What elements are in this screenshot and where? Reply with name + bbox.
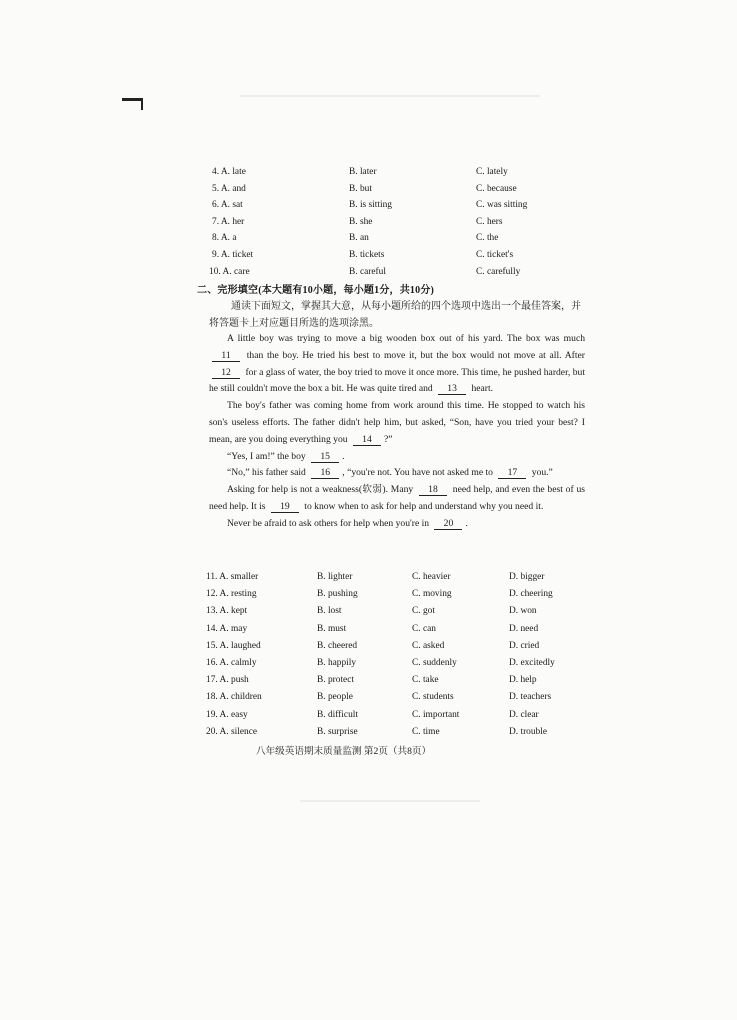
blank-12: 12	[212, 367, 240, 379]
option-row	[200, 214, 600, 231]
option-b: B. protect	[317, 675, 354, 686]
option-a: A. her	[220, 216, 245, 227]
blank-20: 20	[434, 518, 462, 530]
corner-crop-mark	[122, 98, 142, 110]
blank-15: 15	[311, 451, 339, 463]
blank-13: 13	[438, 383, 466, 395]
question-number: 12.	[206, 589, 218, 600]
question-number: 9.	[212, 249, 220, 260]
option-row	[200, 230, 600, 247]
option-row	[200, 197, 600, 214]
option-c: C. take	[412, 675, 439, 686]
option-d: D. teachers	[509, 692, 552, 703]
page-footer: 八年级英语期末质量监测 第2页（共8页）	[256, 746, 432, 757]
option-row	[200, 569, 600, 586]
blank-11: 11	[212, 350, 240, 362]
option-c: C. carefully	[476, 266, 521, 277]
question-number: 5.	[212, 183, 220, 194]
option-b: B. difficult	[317, 709, 358, 720]
option-a: A. easy	[219, 709, 248, 720]
option-row	[200, 603, 600, 620]
blank-16: 16	[311, 467, 339, 479]
option-c: C. students	[412, 692, 454, 703]
option-d: D. won	[509, 606, 537, 617]
option-d: D. clear	[509, 709, 539, 720]
cloze-passage	[209, 331, 585, 533]
option-c: C. hers	[476, 216, 503, 227]
option-d: D. bigger	[509, 572, 545, 582]
option-b: B. must	[317, 623, 347, 634]
option-a: A. care	[222, 266, 250, 277]
question-number: 20.	[206, 726, 218, 737]
paragraph: “No,” his father said 16 , “you're not. You have not asked me to 17 you.”	[227, 467, 553, 479]
option-a: A. children	[219, 692, 262, 703]
option-c: C. moving	[412, 589, 452, 600]
question-number: 14.	[206, 623, 218, 634]
option-a: A. smaller	[219, 572, 259, 582]
option-row	[200, 164, 600, 181]
option-row	[200, 638, 600, 655]
cloze-options	[200, 569, 600, 741]
option-d: D. cheering	[509, 589, 553, 600]
option-a: A. resting	[219, 589, 257, 600]
blank-19: 19	[271, 501, 299, 513]
option-row	[200, 264, 600, 281]
option-a: A. ticket	[220, 249, 254, 260]
question-number: 18.	[206, 692, 218, 703]
blank-14: 14	[353, 434, 381, 446]
option-b: B. lighter	[317, 572, 353, 582]
option-b: B. later	[349, 167, 377, 177]
blank-17: 17	[498, 467, 526, 479]
paragraph: Asking for help is not a weakness(软弱). Many 18 need help, and even the best of us need help. It is 19 to know when to ask for help and understand why you need it.	[209, 484, 585, 512]
option-a: A. calmly	[219, 657, 257, 668]
bleed-through-line	[300, 800, 480, 802]
option-row	[200, 724, 600, 741]
option-a: A. and	[220, 183, 246, 194]
option-c: C. time	[412, 726, 440, 737]
option-a: A. push	[219, 675, 249, 686]
question-number: 6.	[212, 200, 220, 211]
option-b: B. lost	[317, 606, 342, 617]
option-b: B. people	[317, 692, 353, 703]
section-heading: 二、完形填空(本大题有10小题，每小题1分，共10分)	[197, 285, 435, 296]
option-b: B. cheered	[317, 640, 358, 651]
option-d: D. help	[509, 675, 537, 686]
paragraph: Never be afraid to ask others for help when you're in 20 .	[227, 517, 468, 529]
paragraph: The boy's father was coming home from work around this time. He stopped to watch his son's useless efforts. The father didn't help him, but asked, “Son, have you tried your best? I mean, are you doing everything you 14 ?”	[209, 400, 585, 445]
option-c: C. important	[412, 709, 460, 720]
option-b: B. pushing	[317, 589, 358, 600]
option-b: B. she	[349, 216, 373, 227]
option-b: B. is sitting	[349, 200, 392, 211]
question-number: 15.	[206, 640, 218, 651]
option-c: C. because	[476, 183, 517, 194]
matching-options	[200, 164, 600, 280]
option-row	[200, 181, 600, 198]
option-row	[200, 707, 600, 724]
option-c: C. got	[412, 606, 435, 617]
option-row	[200, 689, 600, 706]
option-b: B. happily	[317, 657, 357, 668]
question-number: 11.	[206, 572, 218, 582]
option-d: D. need	[509, 623, 539, 634]
option-d: D. excitedly	[509, 657, 555, 668]
option-c: C. heavier	[412, 572, 451, 582]
blank-18: 18	[419, 484, 447, 496]
option-c: C. asked	[412, 640, 445, 651]
question-number: 19.	[206, 709, 218, 720]
question-number: 16.	[206, 657, 218, 668]
option-c: C. suddenly	[412, 657, 457, 668]
option-b: B. careful	[349, 266, 386, 277]
option-b: B. an	[349, 233, 369, 244]
question-number: 17.	[206, 675, 218, 686]
option-d: D. cried	[509, 640, 540, 651]
question-number: 13.	[206, 606, 218, 617]
option-a: A. silence	[219, 726, 258, 737]
option-a: A. sat	[220, 200, 243, 211]
bleed-through-line	[240, 95, 540, 97]
option-b: B. but	[349, 183, 372, 194]
option-row	[200, 655, 600, 672]
option-c: C. lately	[476, 167, 508, 177]
question-number: 8.	[212, 233, 220, 244]
option-a: A. a	[220, 233, 237, 244]
question-number: 10.	[209, 266, 221, 277]
option-row	[200, 247, 600, 264]
option-a: A. may	[219, 623, 248, 634]
option-c: C. can	[412, 623, 436, 634]
option-a: A. kept	[219, 606, 248, 617]
option-d: D. trouble	[509, 726, 548, 737]
option-a: A. laughed	[219, 640, 261, 651]
question-number: 7.	[212, 216, 220, 227]
option-row	[200, 586, 600, 603]
option-row	[200, 672, 600, 689]
option-row	[200, 621, 600, 638]
option-c: C. ticket's	[476, 249, 514, 260]
paragraph: A little boy was trying to move a big wooden box out of his yard. The box was much 11 than the boy. He tried his best to move it, but the box would not move at all. After 12 for a glass of water, the boy tried to move it once more. This time, he pushed harder, but he still couldn't move the box a bit. He was quite tired and 13 heart.	[209, 333, 585, 395]
instructions: 通读下面短文，掌握其大意，从每小题所给的四个选项中选出一个最佳答案，并将答题卡上对应题目所选的选项涂黑。	[209, 301, 581, 329]
option-b: B. surprise	[317, 726, 358, 737]
paragraph: “Yes, I am!” the boy 15 .	[227, 450, 345, 462]
option-c: C. the	[476, 233, 499, 244]
option-c: C. was sitting	[476, 200, 528, 211]
question-number: 4.	[212, 167, 220, 177]
option-b: B. tickets	[349, 249, 385, 260]
option-a: A. late	[220, 167, 246, 177]
